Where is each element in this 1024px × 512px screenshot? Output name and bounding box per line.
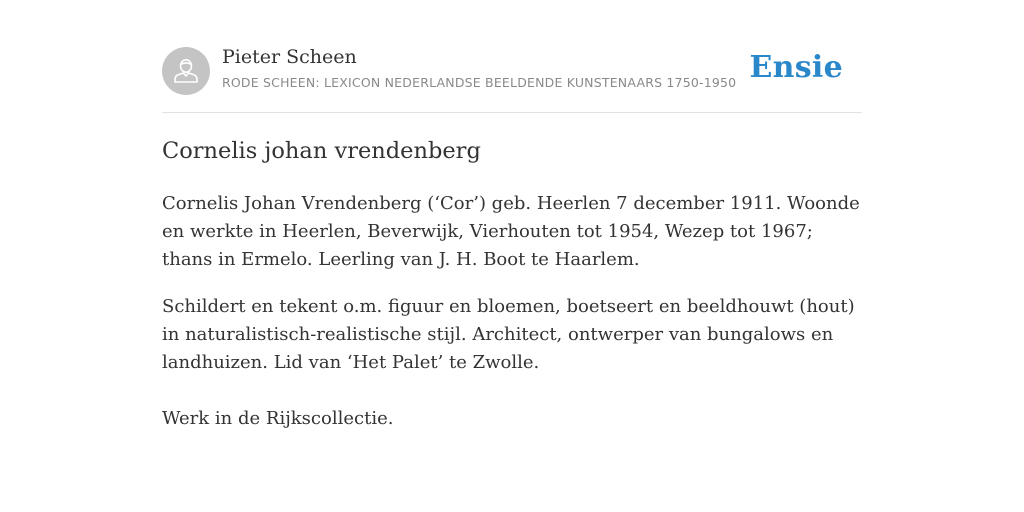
paragraph-biography: Cornelis Johan Vrendenberg (‘Cor’) geb. Heerlen 7 december 1911. Woonde en werkte in Heerlen, Beverwijk, Vierhouten tot 1954, Wezep tot 1967; thans in Ermelo. Leerling van J. H. Boot te Haarlem. [162,193,860,270]
ensie-logo[interactable]: Ensie [749,50,843,85]
author-avatar[interactable] [162,47,210,95]
source-label[interactable]: RODE SCHEEN: LEXICON NEDERLANDSE BEELDENDE KUNSTENAARS 1750-1950 [222,75,737,90]
paragraph-collection: Werk in de Rijkscollectie. [162,408,394,429]
user-silhouette-icon [162,47,210,95]
author-name[interactable]: Pieter Scheen [222,46,357,68]
article-card [162,0,862,429]
article-header [162,0,862,113]
article-title: Cornelis johan vrendenberg [162,138,481,164]
article-body [162,190,862,433]
paragraph-work: Schildert en tekent o.m. figuur en bloemen, boetseert en beeldhouwt (hout) in naturalistisch-realistische stijl. Architect, ontwerper van bungalows en landhuizen. Lid van ‘Het Palet’ te Zwolle. [162,296,855,373]
